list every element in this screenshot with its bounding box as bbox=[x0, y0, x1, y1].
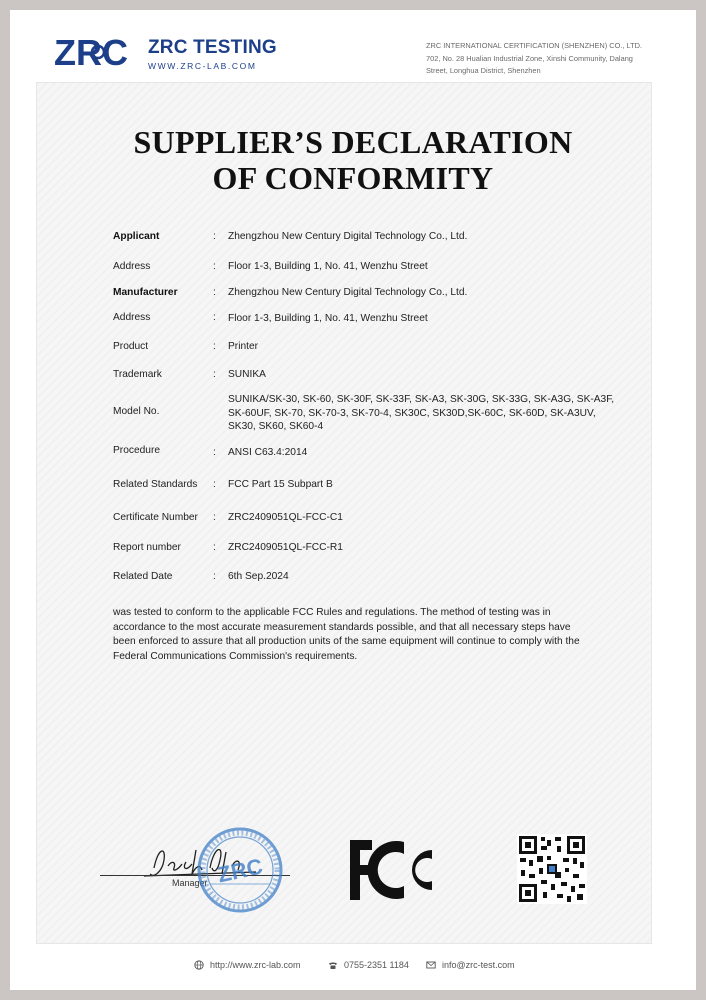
certificate-number-label: Certificate Number bbox=[113, 512, 198, 523]
manufacturer-value: Zhengzhou New Century Digital Technology Co., Ltd. bbox=[228, 287, 468, 298]
qr-code-icon bbox=[517, 834, 587, 904]
footer-email-text: info@zrc-test.com bbox=[442, 960, 515, 970]
zrc-logo-mark-icon bbox=[52, 32, 144, 72]
colon: : bbox=[213, 512, 216, 523]
company-line: Street, Longhua District, Shenzhen bbox=[426, 66, 541, 75]
applicant-label: Applicant bbox=[113, 231, 160, 242]
svg-text:ZRC: ZRC bbox=[215, 853, 265, 888]
document-title-line2: OF CONFORMITY bbox=[212, 160, 494, 196]
colon: : bbox=[213, 447, 216, 458]
colon: : bbox=[213, 369, 216, 380]
address-label: Address bbox=[113, 261, 151, 272]
manufacturer-address-label: Address bbox=[113, 312, 151, 323]
colon: : bbox=[213, 571, 216, 582]
trademark-label: Trademark bbox=[113, 369, 162, 380]
trademark-value: SUNIKA bbox=[228, 369, 266, 380]
related-date-value: 6th Sep.2024 bbox=[228, 571, 289, 582]
footer-phone-text: 0755-2351 1184 bbox=[344, 960, 409, 970]
address-value: Floor 1-3, Building 1, No. 41, Wenzhu Street bbox=[228, 261, 428, 272]
fcc-logo-icon bbox=[346, 836, 436, 904]
footer-phone bbox=[328, 960, 409, 970]
phone-icon bbox=[328, 960, 338, 970]
colon: : bbox=[213, 261, 216, 272]
colon: : bbox=[213, 542, 216, 553]
model-value: SUNIKA/SK-30, SK-60, SK-30F, SK-33F, SK-A3, SK-30G, SK-33G, SK-A3G, SK-A3F, SK-60UF, SK-70, SK-70-3, SK-70-4, SK30C, SK30D,SK-60C, SK-60D, SK-A3UV, SK30, SK60, SK60-4 bbox=[228, 394, 615, 432]
company-line: 702, No. 28 Hualian Industrial Zone, Xinshi Community, Dalang bbox=[426, 53, 633, 63]
brand-name: ZRC TESTING bbox=[148, 37, 277, 58]
certificate-number-value: ZRC2409051QL-FCC-C1 bbox=[228, 512, 343, 523]
company-line: ZRC INTERNATIONAL CERTIFICATION (SHENZHEN) CO., LTD. bbox=[426, 41, 642, 50]
applicant-value: Zhengzhou New Century Digital Technology Co., Ltd. bbox=[228, 231, 468, 242]
colon: : bbox=[213, 287, 216, 298]
conformity-statement: was tested to conform to the applicable FCC Rules and regulations. The method of testing was in accordance to the most accurate measurement standards possible, and that all necessary steps have been enforced to assure that all production units of the same equipment will continue to comply with the Federal Communications Commission's requirements. bbox=[113, 607, 580, 662]
report-number-label: Report number bbox=[113, 542, 181, 553]
product-label: Product bbox=[113, 341, 149, 352]
manufacturer-address-value: Floor 1-3, Building 1, No. 41, Wenzhu Street bbox=[228, 313, 428, 324]
footer-website-text: http://www.zrc-lab.com bbox=[210, 960, 301, 970]
company-address bbox=[426, 40, 658, 78]
manufacturer-label: Manufacturer bbox=[113, 287, 178, 298]
procedure-value: ANSI C63.4:2014 bbox=[228, 447, 308, 458]
product-value: Printer bbox=[228, 341, 259, 352]
signatory-role: Manager bbox=[172, 878, 208, 888]
globe-icon bbox=[194, 960, 204, 970]
model-label: Model No. bbox=[113, 406, 160, 417]
company-seal-icon bbox=[196, 826, 284, 914]
procedure-label: Procedure bbox=[113, 445, 161, 456]
related-date-label: Related Date bbox=[113, 571, 173, 582]
colon: : bbox=[213, 341, 216, 352]
mail-icon bbox=[426, 960, 436, 970]
colon: : bbox=[213, 231, 216, 242]
report-number-value: ZRC2409051QL-FCC-R1 bbox=[228, 542, 343, 553]
svg-text:ZRC: ZRC bbox=[54, 32, 128, 72]
footer-email[interactable] bbox=[426, 960, 515, 970]
colon: : bbox=[213, 479, 216, 490]
document-title-line1: SUPPLIER’S DECLARATION bbox=[133, 124, 573, 160]
colon: : bbox=[213, 312, 216, 323]
standards-value: FCC Part 15 Subpart B bbox=[228, 479, 333, 490]
brand-website: WWW.ZRC-LAB.COM bbox=[148, 61, 257, 71]
standards-label: Related Standards bbox=[113, 479, 198, 490]
footer-website[interactable] bbox=[194, 960, 301, 970]
